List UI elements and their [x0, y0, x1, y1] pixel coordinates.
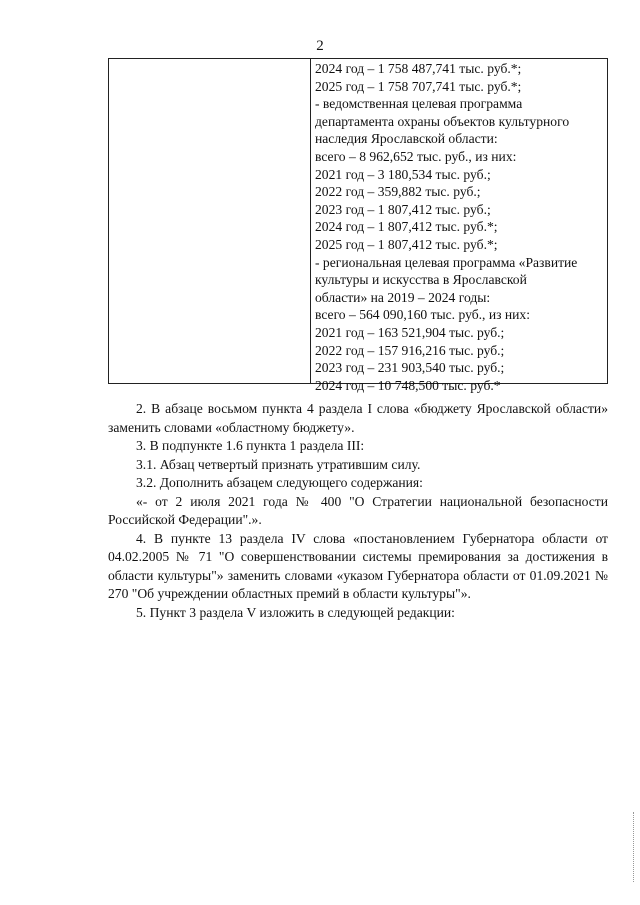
financing-line: культуры и искусства в Ярославской: [315, 272, 527, 288]
financing-line: 2023 год – 1 807,412 тыс. руб.;: [315, 201, 491, 217]
scan-edge-mark: [627, 812, 634, 882]
financing-line: 2025 год – 1 807,412 тыс. руб.*;: [315, 236, 498, 252]
financing-line: департамента охраны объектов культурного: [315, 113, 570, 129]
paragraph-amendment-2: 2. В абзаце восьмом пункта 4 раздела I слова «бюджету Ярославской области» заменить словами «областному бюджету».: [108, 401, 608, 435]
financing-line: 2023 год – 231 903,540 тыс. руб.;: [315, 360, 505, 376]
financing-table: [108, 58, 608, 393]
financing-line: 2024 год – 1 758 487,741 тыс. руб.*;: [315, 61, 522, 76]
paragraph-amendment-5: 5. Пункт 3 раздела V изложить в следующей редакции:: [136, 604, 455, 620]
financing-line: всего – 564 090,160 тыс. руб., из них:: [315, 307, 530, 323]
financing-line: 2021 год – 3 180,534 тыс. руб.;: [315, 166, 491, 182]
financing-line: 2022 год – 359,882 тыс. руб.;: [315, 184, 481, 200]
financing-line: 2024 год – 1 807,412 тыс. руб.*;: [315, 219, 498, 235]
financing-table-right-cell: [311, 59, 607, 393]
paragraph-amendment-4: 4. В пункте 13 раздела IV слова «постановлением Губернатора области от 04.02.2005 № 71 "О совершенствовании системы премирования за достижения в области культуры"» заменить словами «указом Губернатора области от 01.09.2021 № 270 "Об учреждении областных премий в области культуры"».: [108, 530, 608, 601]
paragraph-amendment-3: 3. В подпункте 1.6 пункта 1 раздела III:: [136, 438, 365, 453]
financing-line: 2024 год – 10 748,500 тыс. руб.*: [315, 377, 501, 393]
financing-line: - региональная целевая программа «Развитие: [315, 254, 578, 270]
financing-table-left-cell: [109, 59, 311, 383]
document-body: [108, 400, 608, 622]
financing-line: всего – 8 962,652 тыс. руб., из них:: [315, 148, 517, 164]
financing-line: 2025 год – 1 758 707,741 тыс. руб.*;: [315, 78, 522, 94]
financing-line: области» на 2019 – 2024 годы:: [315, 289, 491, 305]
page-number: 2: [316, 38, 324, 54]
paragraph-quoted-addition: «- от 2 июля 2021 года № 400 "О Стратегии национальной безопасности Российской Федерации".».: [108, 493, 608, 527]
financing-line: - ведомственная целевая программа: [315, 96, 523, 112]
financing-line: 2021 год – 163 521,904 тыс. руб.;: [315, 324, 505, 340]
financing-line: наследия Ярославской области:: [315, 131, 498, 147]
paragraph-amendment-3-1: 3.1. Абзац четвертый признать утратившим силу.: [136, 456, 421, 472]
financing-line: 2022 год – 157 916,216 тыс. руб.;: [315, 342, 505, 358]
paragraph-amendment-3-2: 3.2. Дополнить абзацем следующего содержания:: [136, 475, 423, 490]
